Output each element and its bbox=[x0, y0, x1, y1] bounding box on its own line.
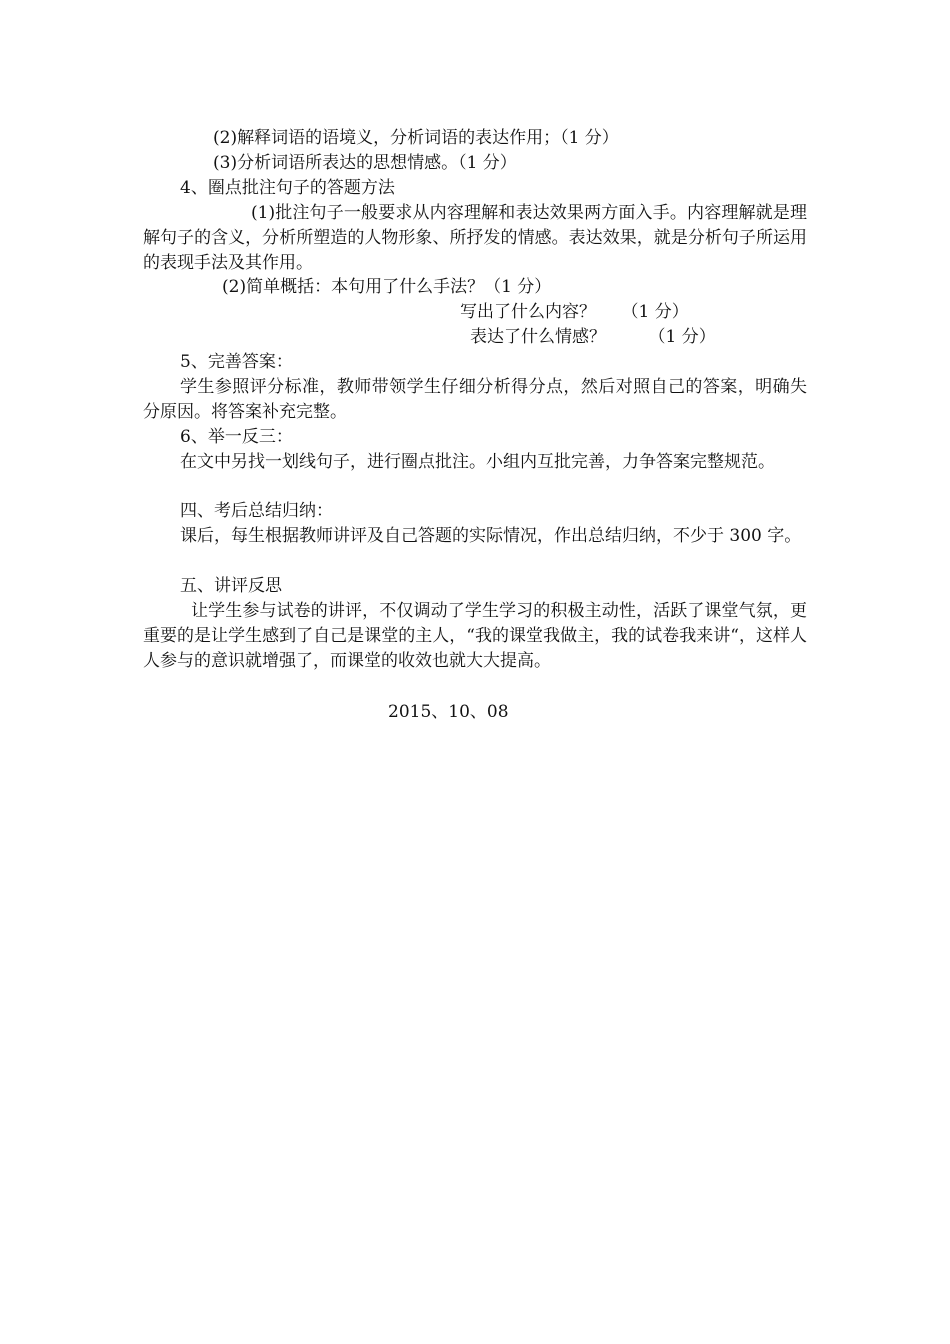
part-5-heading: 五、讲评反思 bbox=[180, 576, 282, 596]
section-4-heading: 4、圈点批注句子的答题方法 bbox=[180, 178, 395, 198]
list-item-2: (2)解释词语的语境义，分析词语的表达作用；（1 分） bbox=[213, 128, 619, 148]
section-4-paragraph-1: (1)批注句子一般要求从内容理解和表达效果两方面入手。内容理解就是理解句子的含义，分析所塑造的人物形象、所抒发的情感。表达效果，就是分析句子所运用的表现手法及其作用。 bbox=[143, 203, 807, 273]
section-5-heading: 5、完善答案： bbox=[180, 352, 293, 372]
section-6-heading: 6、举一反三： bbox=[180, 427, 293, 447]
section-4-paragraph-2-line-3: 表达了什么情感？ （1 分） bbox=[470, 327, 716, 347]
section-4-paragraph-2: (2)简单概括：本句用了什么手法？（1 分） bbox=[222, 277, 552, 297]
list-item-3: (3)分析词语所表达的思想情感。（1 分） bbox=[213, 153, 517, 173]
section-4-paragraph-2-line-2: 写出了什么内容？ （1 分） bbox=[460, 302, 689, 322]
document-date: 2015、10、08 bbox=[388, 702, 509, 722]
part-5-body: 让学生参与试卷的讲评，不仅调动了学生学习的积极主动性，活跃了课堂气氛，更重要的是让学生感到了自己是课堂的主人，“我的课堂我做主，我的试卷我来讲“，这样人人参与的意识就增强了，而课堂的收效也就大大提高。 bbox=[143, 601, 807, 671]
part-4-body: 课后，每生根据教师讲评及自己答题的实际情况，作出总结归纳，不少于 300 字。 bbox=[180, 526, 802, 546]
part-4-heading: 四、考后总结归纳： bbox=[180, 501, 333, 521]
section-5-body: 学生参照评分标准，教师带领学生仔细分析得分点，然后对照自己的答案，明确失分原因。将答案补充完整。 bbox=[143, 377, 807, 422]
section-6-body: 在文中另找一划线句子，进行圈点批注。小组内互批完善，力争答案完整规范。 bbox=[180, 452, 775, 472]
